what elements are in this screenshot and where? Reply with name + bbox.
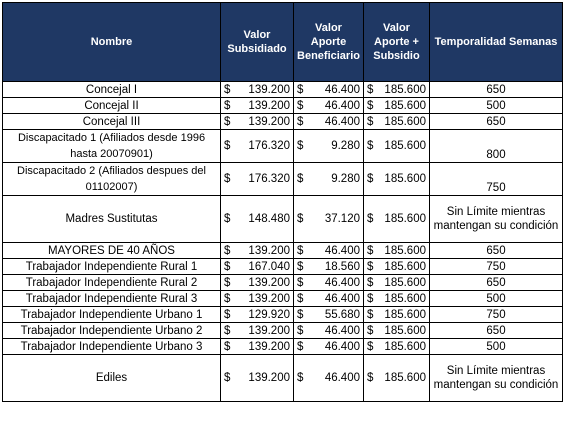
table-row (3, 114, 563, 130)
cell-nombre: Trabajador Independiente Urbano 2 (3, 323, 221, 339)
cell-aporte: $ 46.400 (294, 98, 364, 114)
cell-subsidiado: $ 139.200 (221, 114, 294, 130)
table-header (3, 3, 563, 82)
cell-nombre: Trabajador Independiente Urbano 3 (3, 339, 221, 355)
cell-subsidiado: $ 139.200 (221, 82, 294, 98)
cell-aporte: $ 18.560 (294, 259, 364, 275)
cell-total: $ 185.600 (364, 82, 430, 98)
cell-total: $ 185.600 (364, 307, 430, 323)
table-row (3, 196, 563, 243)
cell-aporte: $ 46.400 (294, 82, 364, 98)
cell-total: $ 185.600 (364, 339, 430, 355)
cell-semanas: 800 (430, 130, 563, 163)
cell-nombre: Concejal III (3, 114, 221, 130)
cell-total: $ 185.600 (364, 275, 430, 291)
cell-semanas: Sin Límite mientras mantengan su condición (430, 355, 563, 402)
cell-semanas: 650 (430, 82, 563, 98)
cell-semanas: Sin Límite mientras mantengan su condición (430, 196, 563, 243)
table-row (3, 98, 563, 114)
cell-total: $ 185.600 (364, 98, 430, 114)
cell-subsidiado: $ 139.200 (221, 291, 294, 307)
cell-subsidiado: $ 139.200 (221, 339, 294, 355)
cell-nombre: Discapacitado 2 (Afiliados despues del 01102007) (3, 163, 221, 196)
cell-semanas: 750 (430, 307, 563, 323)
cell-semanas: 500 (430, 291, 563, 307)
cell-nombre: Concejal II (3, 98, 221, 114)
cell-semanas: 750 (430, 259, 563, 275)
cell-semanas: 500 (430, 339, 563, 355)
cell-semanas: 650 (430, 275, 563, 291)
cell-nombre: Discapacitado 1 (Afiliados desde 1996 hasta 20070901) (3, 130, 221, 163)
cell-subsidiado: $ 167.040 (221, 259, 294, 275)
header-valor-aporte-beneficiario: Valor Aporte Beneficiario (294, 3, 364, 82)
cell-subsidiado: $ 129.920 (221, 307, 294, 323)
cell-aporte: $ 55.680 (294, 307, 364, 323)
cell-subsidiado: $ 176.320 (221, 130, 294, 163)
cell-nombre: Ediles (3, 355, 221, 402)
cell-aporte: $ 46.400 (294, 275, 364, 291)
table-row (3, 323, 563, 339)
cell-subsidiado: $ 176.320 (221, 163, 294, 196)
cell-total: $ 185.600 (364, 163, 430, 196)
cell-nombre: MAYORES DE 40 AÑOS (3, 243, 221, 259)
table-row (3, 243, 563, 259)
cell-subsidiado: $ 148.480 (221, 196, 294, 243)
cell-total: $ 185.600 (364, 243, 430, 259)
cell-nombre: Madres Sustitutas (3, 196, 221, 243)
cell-aporte: $ 46.400 (294, 114, 364, 130)
cell-total: $ 185.600 (364, 323, 430, 339)
table-row (3, 339, 563, 355)
table-row (3, 307, 563, 323)
table-row (3, 355, 563, 402)
cell-aporte: $ 46.400 (294, 355, 364, 402)
cell-semanas: 650 (430, 114, 563, 130)
cell-semanas: 500 (430, 98, 563, 114)
cell-nombre: Trabajador Independiente Rural 1 (3, 259, 221, 275)
cell-total: $ 185.600 (364, 259, 430, 275)
cell-aporte: $ 9.280 (294, 130, 364, 163)
cell-total: $ 185.600 (364, 130, 430, 163)
cell-subsidiado: $ 139.200 (221, 355, 294, 402)
cell-aporte: $ 9.280 (294, 163, 364, 196)
cell-semanas: 650 (430, 323, 563, 339)
cell-subsidiado: $ 139.200 (221, 243, 294, 259)
header-valor-aporte-subsidio: Valor Aporte + Subsidio (364, 3, 430, 82)
cell-aporte: $ 46.400 (294, 339, 364, 355)
cell-semanas: 750 (430, 163, 563, 196)
cell-total: $ 185.600 (364, 114, 430, 130)
cell-aporte: $ 46.400 (294, 291, 364, 307)
table-row (3, 259, 563, 275)
cell-semanas: 650 (430, 243, 563, 259)
header-valor-subsidiado: Valor Subsidiado (221, 3, 294, 82)
cell-total: $ 185.600 (364, 196, 430, 243)
cell-aporte: $ 46.400 (294, 243, 364, 259)
header-temporalidad: Temporalidad Semanas (430, 3, 563, 82)
cell-nombre: Trabajador Independiente Rural 3 (3, 291, 221, 307)
cell-nombre: Concejal I (3, 82, 221, 98)
cell-aporte: $ 46.400 (294, 323, 364, 339)
cell-total: $ 185.600 (364, 355, 430, 402)
cell-total: $ 185.600 (364, 291, 430, 307)
cell-nombre: Trabajador Independiente Urbano 1 (3, 307, 221, 323)
cell-nombre: Trabajador Independiente Rural 2 (3, 275, 221, 291)
table-row (3, 291, 563, 307)
cell-subsidiado: $ 139.200 (221, 98, 294, 114)
cell-subsidiado: $ 139.200 (221, 275, 294, 291)
cell-subsidiado: $ 139.200 (221, 323, 294, 339)
table-row (3, 275, 563, 291)
header-nombre: Nombre (3, 3, 221, 82)
table-row (3, 82, 563, 98)
cell-aporte: $ 37.120 (294, 196, 364, 243)
table-row (3, 163, 563, 196)
subsidy-table (2, 2, 563, 402)
table-row (3, 130, 563, 163)
